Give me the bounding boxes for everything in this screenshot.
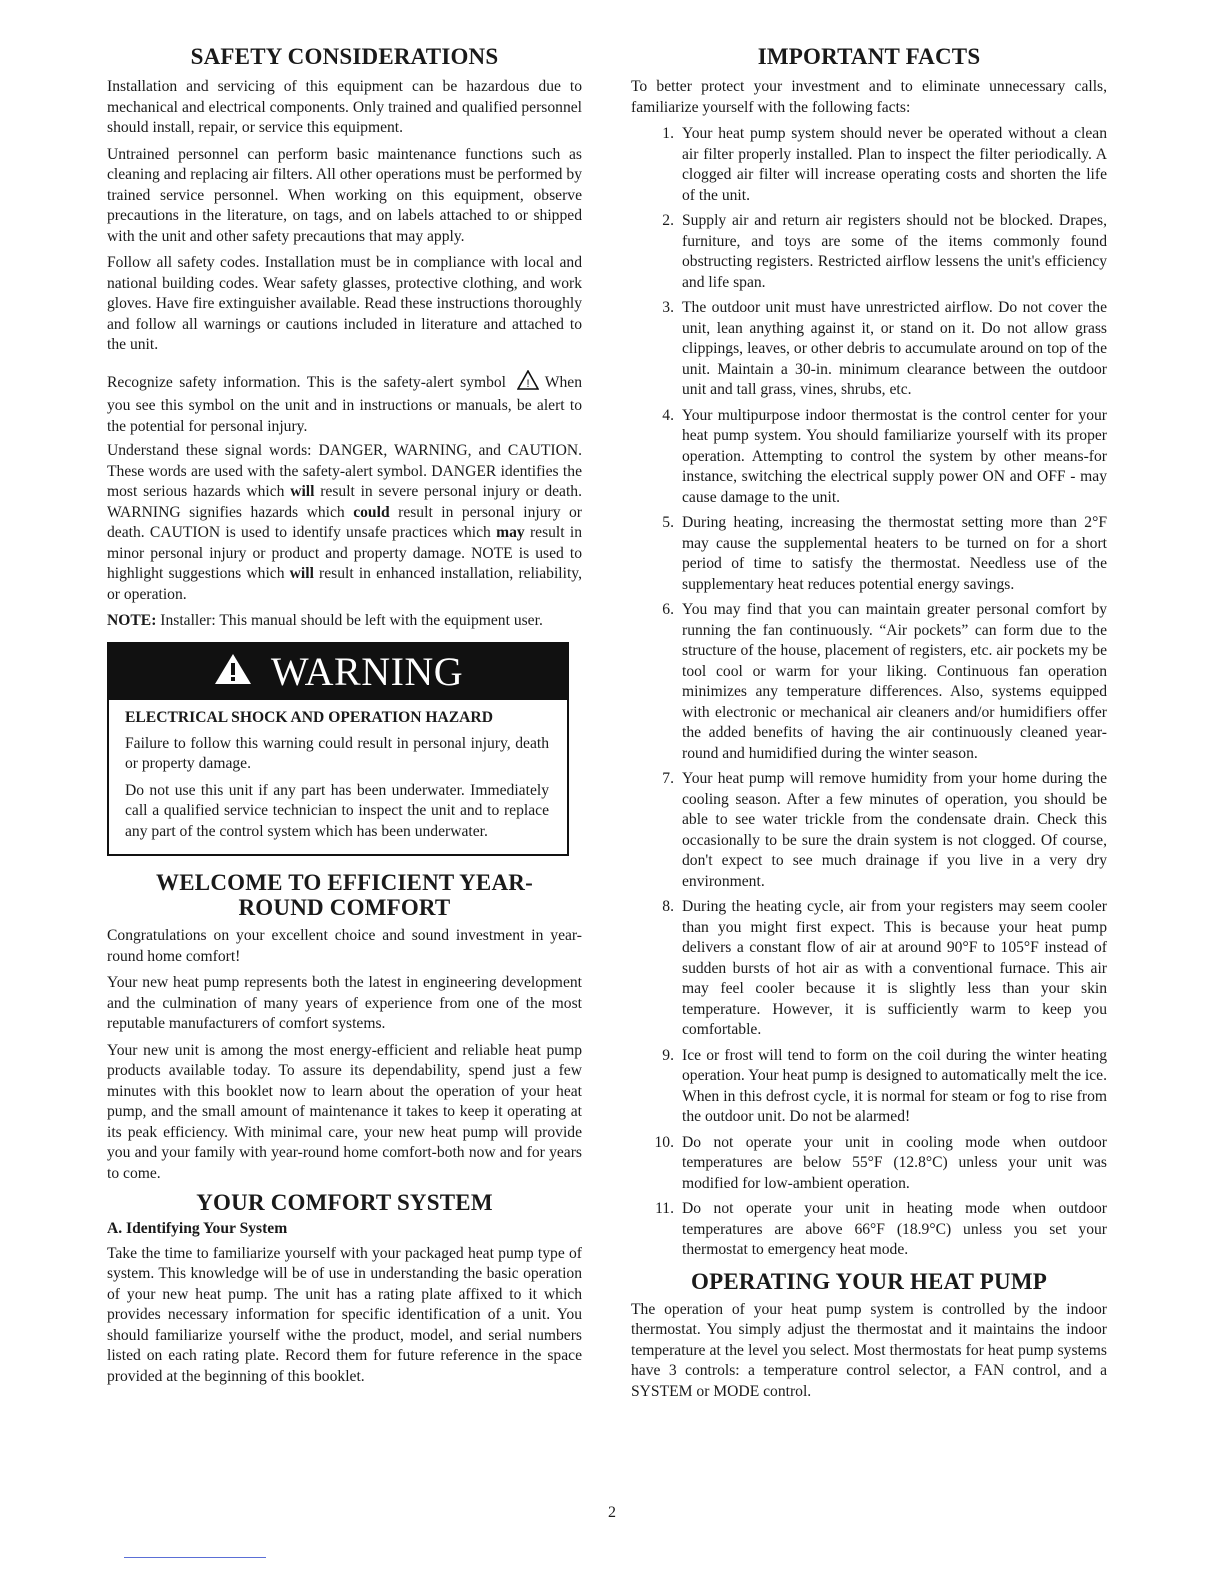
comfort-system-heading: YOUR COMFORT SYSTEM (196, 1190, 493, 1215)
safety-paragraph-1: Installation and servicing of this equipment can be hazardous due to mechanical and electrical components. Only trained and qualified personnel should install, repair, or service this equipment. (107, 78, 582, 136)
important-facts-heading: IMPORTANT FACTS (757, 44, 981, 69)
warning-paragraph-2: Do not use this unit if any part has been underwater. Immediately call a qualified service technician to inspect the unit and to replace any part of the control system which has been underwater. (125, 781, 549, 840)
operating-paragraph-1: The operation of your heat pump system is controlled by the indoor thermostat. You simply adjust the thermostat and it maintains the indoor temperature at the level you select. Most thermostats for heat pump systems have 3 controls: a temperature control selector, a FAN control, and a SYSTEM or MODE control. (631, 1300, 1107, 1400)
left-column (107, 44, 582, 1393)
list-item: 8. During the heating cycle, air from your registers may seem cooler than you might first expect. This is because your heat pump delivers a constant flow of air at around 90°F to 105°F instead of sudden bursts of hot air as with a conventional furnace. This air may feel cooler because it is slightly less than your skin temperature. However, it is sufficiently warm to keep you comfortable. (662, 898, 1107, 1038)
facts-intro: To better protect your investment and to eliminate unnecessary calls, familiarize yourself with the following facts: (631, 78, 1107, 116)
list-item: 3. The outdoor unit must have unrestricted airflow. Do not cover the unit, lean anything against it, or stand on it. Do not allow grass clippings, leaves, or other debris to accumulate around on top of the unit. Maintain a 30-in. minimum clearance between the outdoor unit and tall grass, vines, shrubs, etc. (662, 299, 1107, 398)
welcome-paragraph-1: Congratulations on your excellent choice and sound investment in year-round home comfort! (107, 927, 582, 965)
safety-paragraph-2: Untrained personnel can perform basic maintenance functions such as cleaning and replacing air filters. All other operations must be performed by trained service personnel. When working on this equipment, observe precautions in the literature, on tags, and on labels attached to or shipped with the unit and other safety precautions that may apply. (107, 145, 582, 245)
list-item: 11. Do not operate your unit in heating mode when outdoor temperatures are above 66°F (18.9°C) unless you set your thermostat to emergency heat mode. (655, 1200, 1107, 1258)
facts-list (631, 124, 1107, 1261)
safety-considerations-heading: SAFETY CONSIDERATIONS (190, 44, 499, 69)
footer-line (124, 1557, 266, 1558)
list-item: 6. You may find that you can maintain greater personal comfort by running the fan continuously. “Air pockets” can form due to the structure of the house, placement of registers, etc. air pockets my be tool cool or warm for your liking. Continuous fan operation minimizes any temperature differences. Also, systems equipped with electronic or mechanical air cleaners and/or humidifiers offer the added benefits of having the air continuously cleaned year-round and humidified during the winter season. (662, 601, 1107, 762)
identifying-system-subheading: A. Identifying Your System (107, 1220, 288, 1237)
list-item: 2. Supply air and return air registers should not be blocked. Drapes, furniture, and toys are some of the items commonly found obstructing registers. Restricted airflow lessens the unit's efficiency and life span. (662, 212, 1107, 291)
safety-paragraph-4 (107, 370, 582, 438)
safety-paragraph-3: Follow all safety codes. Installation must be in compliance with local and national building codes. Wear safety glasses, protective clothing, and work gloves. Have fire extinguisher available. Read these instructions thoroughly and follow all warnings or cautions included in literature and attached to the unit. (107, 254, 582, 353)
warning-paragraph-1: Failure to follow this warning could result in personal injury, death or property damage. (125, 734, 549, 772)
svg-text:!: ! (526, 377, 530, 390)
page-number: 2 (608, 1504, 616, 1521)
welcome-heading: WELCOME TO EFFICIENT YEAR- ROUND COMFORT (156, 870, 533, 920)
list-item: 9. Ice or frost will tend to form on the coil during the winter heating operation. Your heat pump is designed to automatically melt the ice. When in this defrost cycle, it is normal for steam or fog to rise from the outdoor unit. Do not be alarmed! (662, 1046, 1107, 1125)
warning-triangle-icon (213, 652, 253, 691)
welcome-paragraph-2: Your new heat pump represents both the latest in engineering development and the culmination of many years of experience from one of the most reputable manufacturers of comfort systems. (107, 974, 582, 1032)
warning-title: WARNING (270, 649, 464, 694)
list-item: 7. Your heat pump will remove humidity from your home during the cooling season. After a few minutes of operation, you should be able to see water trickle from the condensate drain. Check this occasionally to be sure the drain system is not clogged. Of course, don't expect to see much drainage if you live in a very dry environment. (662, 770, 1107, 890)
safety-alert-text: Recognize safety information. This is the safety-alert symbol (107, 373, 507, 391)
warning-box (107, 642, 569, 857)
signal-words-paragraph: Understand these signal words: DANGER, WARNING, and CAUTION. These words are used with the safety-alert symbol. DANGER identifies the most serious hazards which will result in severe personal injury or death. WARNING signifies hazards which could result in personal injury or death. CAUTION is used to identify unsafe practices which may result in minor personal injury or product and property damage. NOTE is used to highlight suggestions which will result in enhanced installation, reliability, or operation. (107, 442, 582, 603)
warning-body (109, 700, 567, 855)
note-paragraph: NOTE: Installer: This manual should be left with the equipment user. (107, 612, 543, 629)
warning-hazard-title: ELECTRICAL SHOCK AND OPERATION HAZARD (125, 708, 493, 726)
note-label: NOTE: (107, 612, 157, 629)
welcome-paragraph-3: Your new unit is among the most energy-efficient and reliable heat pump products available today. To assure its dependability, spend just a few minutes with this booklet now to learn about the operation of your heat pump, and the small amount of maintenance it takes to keep it operating at its peak efficiency. With minimal care, your new heat pump will provide you and your family with year-round home comfort-both now and for years to come. (107, 1041, 582, 1182)
list-item: 5. During heating, increasing the thermostat setting more than 2°F may cause the supplemental heaters to be turned on for a short period of time to satisfy the thermostat. Needless use of the supplementary heat reduces potential energy savings. (662, 514, 1107, 593)
list-item: 10. Do not operate your unit in cooling mode when outdoor temperatures are below 55°F (12.8°C) unless your unit was modified for low-ambient operation. (654, 1133, 1107, 1192)
right-column (631, 44, 1107, 1408)
list-item: 4. Your multipurpose indoor thermostat is the control center for your heat pump system. You should familiarize yourself with its proper operation. Attempting to control the system by other means-for instance, switching the electrical supply power ON and OFF - may cause damage to the unit. (662, 406, 1107, 506)
list-item: 1. Your heat pump system should never be operated without a clean air filter properly installed. Plan to inspect the filter periodically. A clogged air filter will increase operating costs and shorten the life of the unit. (662, 125, 1107, 204)
warning-header (109, 644, 567, 700)
operating-heading: OPERATING YOUR HEAT PUMP (691, 1268, 1047, 1294)
safety-alert-text-continued: When you see this symbol on the unit and in instructions or manuals, be alert to the potential for personal injury. (107, 373, 583, 435)
comfort-paragraph-1: Take the time to familiarize yourself with your packaged heat pump type of system. This knowledge will be of use in understanding the basic operation of your new heat pump. The unit has a rating plate affixed to it which provides necessary information for specific identification of a unit. You should familiarize yourself withe the product, model, and serial numbers listed on each rating plate. Record them for future reference in the space provided at the beginning of this booklet. (107, 1244, 582, 1385)
safety-alert-icon (517, 370, 539, 397)
